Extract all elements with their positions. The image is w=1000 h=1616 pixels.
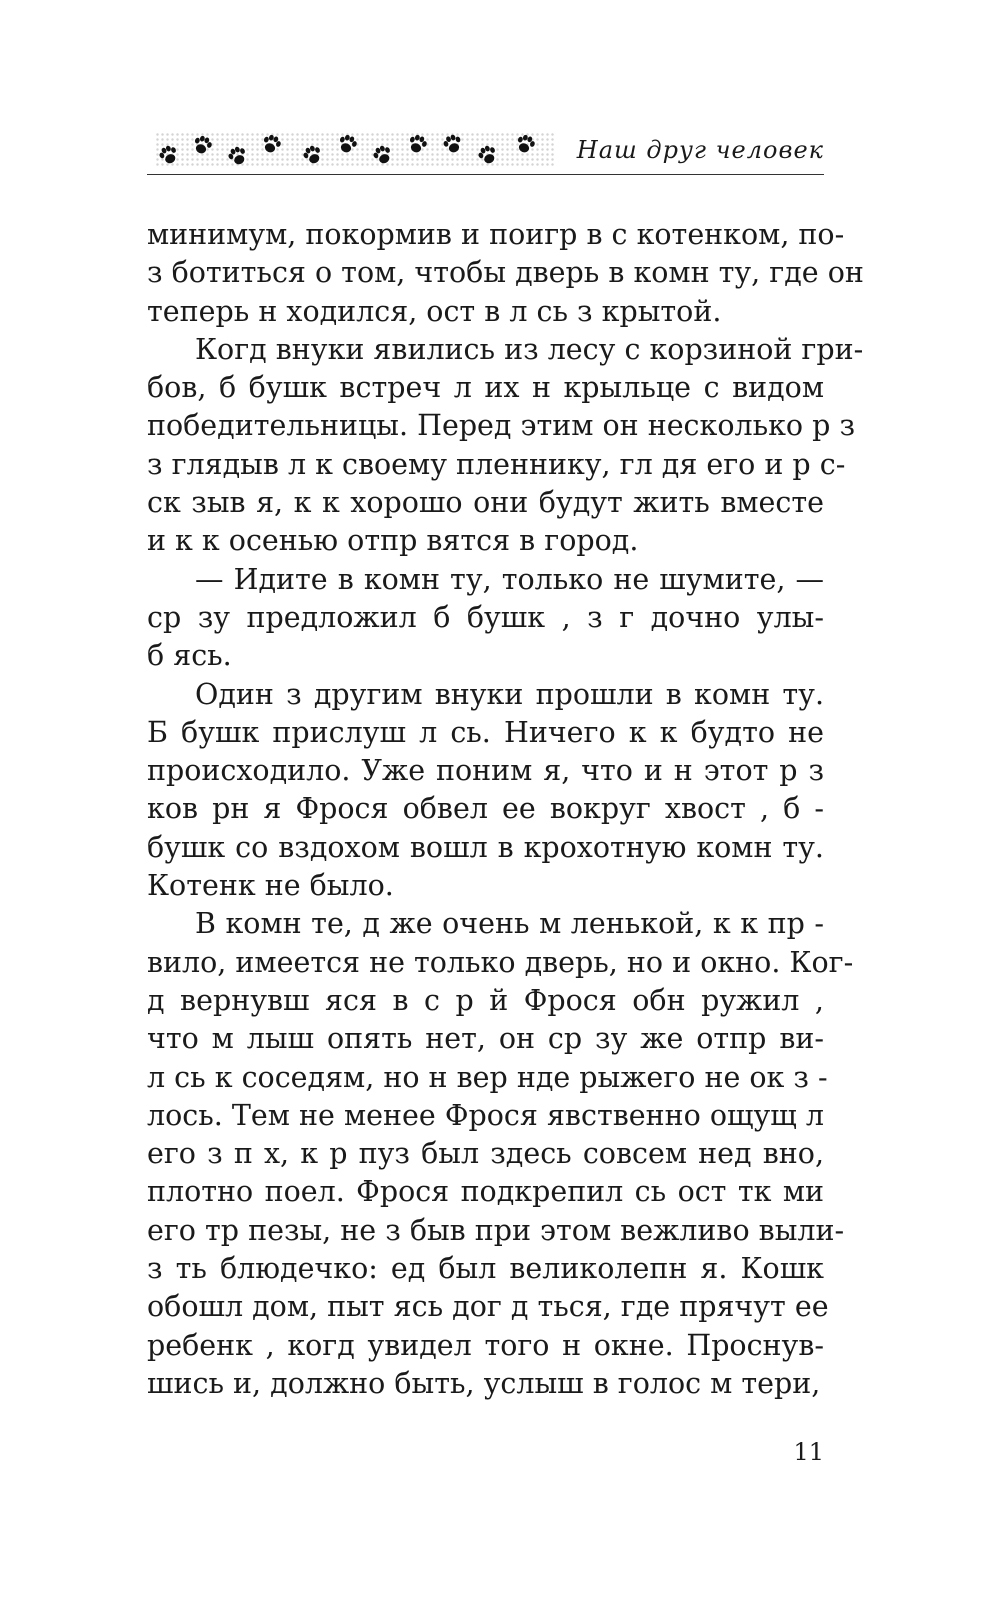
text-line: д вернувш яся в с р й Фрося обн ружил , xyxy=(147,983,824,1017)
body-text xyxy=(147,216,864,1403)
text-line: лось. Тем не менее Фрося явственно ощущ л xyxy=(147,1098,824,1132)
text-line: что м лыш опять нет, он ср зу же отпр ви- xyxy=(147,1022,824,1056)
running-header xyxy=(147,126,824,175)
text-line: минимум, покормив и поигр в с котенком, по- xyxy=(147,218,845,251)
text-line: и к к осенью отпр вятся в город. xyxy=(147,524,639,558)
text-line: его тр пезы, не з быв при этом вежливо выли- xyxy=(147,1213,845,1247)
text-line: теперь н ходился, ост в л сь з крытой. xyxy=(147,294,722,328)
paragraph xyxy=(147,905,854,1403)
paragraph xyxy=(147,561,824,676)
text-line: победительницы. Перед этим он несколько р з xyxy=(147,409,855,443)
text-line: б ясь. xyxy=(147,639,232,673)
text-line: Когд внуки явились из лесу с корзиной гри- xyxy=(195,332,864,366)
text-line: Один з другим внуки прошли в комн ту. xyxy=(195,677,824,711)
paragraph xyxy=(147,216,864,331)
text-line: — Идите в комн ту, только не шумите, — xyxy=(195,562,824,596)
text-line: з ть блюдечко: ед был великолепн я. Кошк xyxy=(147,1252,824,1286)
paragraph xyxy=(147,676,824,906)
text-line: его з п х, к р пуз был здесь совсем нед вно, xyxy=(147,1137,824,1171)
text-line: ребенк , когд увидел того н окне. Проснув- xyxy=(147,1328,824,1362)
text-line: плотно поел. Фрося подкрепил сь ост тк ми xyxy=(147,1175,824,1209)
text-line: бов, б бушк встреч л их н крыльце с видом xyxy=(147,371,824,405)
text-line: вило, имеется не только дверь, но и окно. Ког- xyxy=(147,945,854,979)
page-number: 11 xyxy=(793,1438,824,1466)
running-title: Наш друг человек xyxy=(576,136,824,164)
text-line: з ботиться о том, чтобы дверь в комн ту, где он xyxy=(147,256,864,290)
text-line: з глядыв л к своему пленнику, гл дя его и р с- xyxy=(147,447,846,481)
text-line: ск зыв я, к к хорошо они будут жить вместе xyxy=(147,486,824,520)
text-line: происходило. Уже поним я, что и н этот р з xyxy=(147,754,824,788)
text-line: бушк со вздохом вошл в крохотную комн ту. xyxy=(147,830,824,864)
text-line: ср зу предложил б бушк , з г дочно улы- xyxy=(147,600,824,634)
text-line: ков рн я Фрося обвел ее вокруг хвост , б - xyxy=(147,792,824,826)
text-line: шись и, должно быть, услыш в голос м тери, xyxy=(147,1366,821,1400)
text-line: обошл дом, пыт ясь дог д ться, где прячут ее xyxy=(147,1290,829,1324)
text-line: Б бушк прислуш л сь. Ничего к к будто не xyxy=(147,715,824,749)
paragraph xyxy=(147,331,864,561)
paw-prints-row-icon xyxy=(155,132,555,168)
text-line: В комн те, д же очень м ленькой, к к пр - xyxy=(195,907,824,941)
text-line: л сь к соседям, но н вер нде рыжего не ок з - xyxy=(147,1060,828,1094)
text-line: Котенк не было. xyxy=(147,869,394,903)
